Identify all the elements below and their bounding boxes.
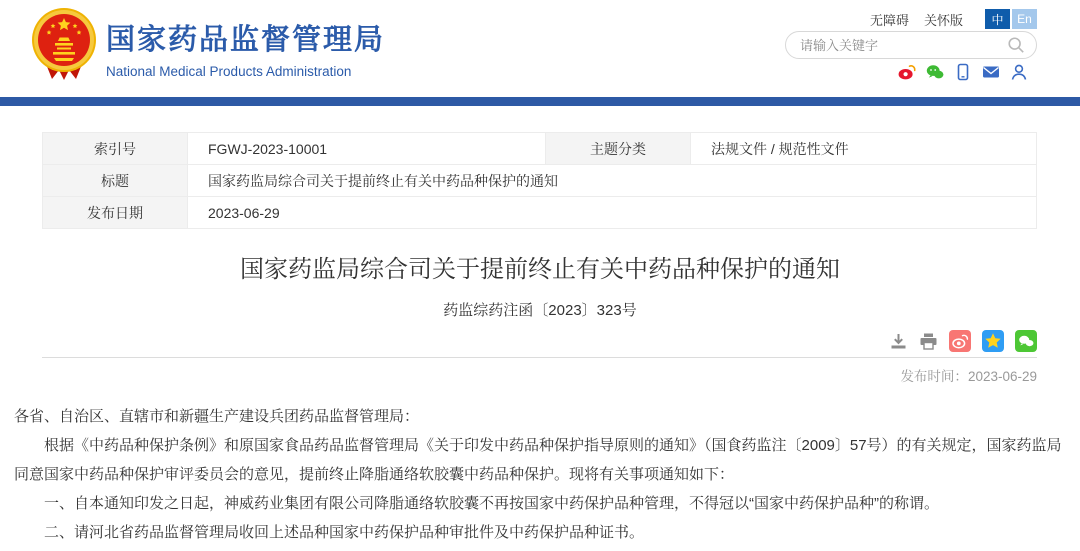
- topic-category-label: 主题分类: [546, 133, 691, 165]
- lang-zh-button[interactable]: 中: [985, 9, 1010, 29]
- language-toggle: [985, 9, 1037, 29]
- print-icon[interactable]: [919, 332, 938, 351]
- article-body: [14, 402, 1066, 547]
- care-version-link[interactable]: 关怀版: [923, 12, 963, 28]
- user-icon[interactable]: [1010, 63, 1028, 81]
- mail-icon[interactable]: [982, 63, 1000, 81]
- document-number: 药监综药注函〔2023〕323号: [443, 302, 637, 319]
- search-icon[interactable]: [1006, 35, 1026, 55]
- top-utility-links: [855, 9, 1037, 29]
- national-emblem-logo: [30, 7, 98, 81]
- wechat-icon[interactable]: [926, 63, 944, 81]
- index-number-value: FGWJ-2023-10001: [188, 133, 546, 165]
- table-row: [43, 133, 1037, 165]
- site-branding: [106, 17, 385, 79]
- table-row: [43, 165, 1037, 197]
- search-input[interactable]: [800, 38, 1006, 53]
- salutation: 各省、自治区、直辖市和新疆生产建设兵团药品监督管理局：: [14, 408, 420, 425]
- download-icon[interactable]: [889, 332, 908, 351]
- publish-time-label: 发布时间：: [900, 369, 968, 384]
- publish-time: [42, 365, 1037, 385]
- site-name-en: National Medical Products Administration: [106, 64, 352, 79]
- paragraph: 一、自本通知印发之日起，神威药业集团有限公司降脂通络软胶囊不再按国家中药保护品种管理，不得冠以“国家中药保护品种”的称谓。: [44, 495, 939, 512]
- mobile-icon[interactable]: [954, 63, 972, 81]
- paragraph: 二、请河北省药品监督管理局收回上述品种国家中药保护品种审批件及中药保护品种证书。: [44, 524, 645, 541]
- title-label: 标题: [43, 165, 188, 197]
- share-weibo-icon[interactable]: [949, 330, 971, 352]
- lang-en-button[interactable]: En: [1012, 9, 1037, 29]
- page-title: 国家药监局综合司关于提前终止有关中药品种保护的通知: [240, 256, 840, 283]
- table-row: [43, 197, 1037, 229]
- publish-time-value: 2023-06-29: [967, 369, 1037, 384]
- metadata-table-wrap: [42, 132, 1037, 229]
- site-name-zh: 国家药品监督管理局: [106, 24, 386, 56]
- title-value: 国家药监局综合司关于提前终止有关中药品种保护的通知: [188, 165, 1037, 197]
- document-page: [0, 132, 1080, 547]
- index-number-label: 索引号: [43, 133, 188, 165]
- paragraph: 根据《中药品种保护条例》和原国家食品药品监督管理局《关于印发中药品种保护指导原则的通知》（国食药监注〔2009〕57号）的有关规定，国家药监局同意国家中药品种保护审评委员会的意见，提前终止降脂通络软胶囊中药品种保护。现将有关事项通知如下：: [14, 437, 1062, 483]
- search-box: [785, 31, 1037, 59]
- nav-bar: [0, 97, 1080, 106]
- metadata-table: [42, 132, 1037, 229]
- divider: [42, 357, 1037, 358]
- site-header: [0, 0, 1080, 97]
- share-wechat-icon[interactable]: [1015, 330, 1037, 352]
- weibo-icon[interactable]: [898, 63, 916, 81]
- topic-category-value: 法规文件 / 规范性文件: [691, 133, 1037, 165]
- share-qzone-icon[interactable]: [982, 330, 1004, 352]
- accessibility-link[interactable]: 无障碍: [869, 12, 909, 28]
- publish-date-label: 发布日期: [43, 197, 188, 229]
- article-toolbar: [42, 330, 1037, 352]
- publish-date-value: 2023-06-29: [188, 197, 1037, 229]
- social-icon-row: [898, 63, 1028, 81]
